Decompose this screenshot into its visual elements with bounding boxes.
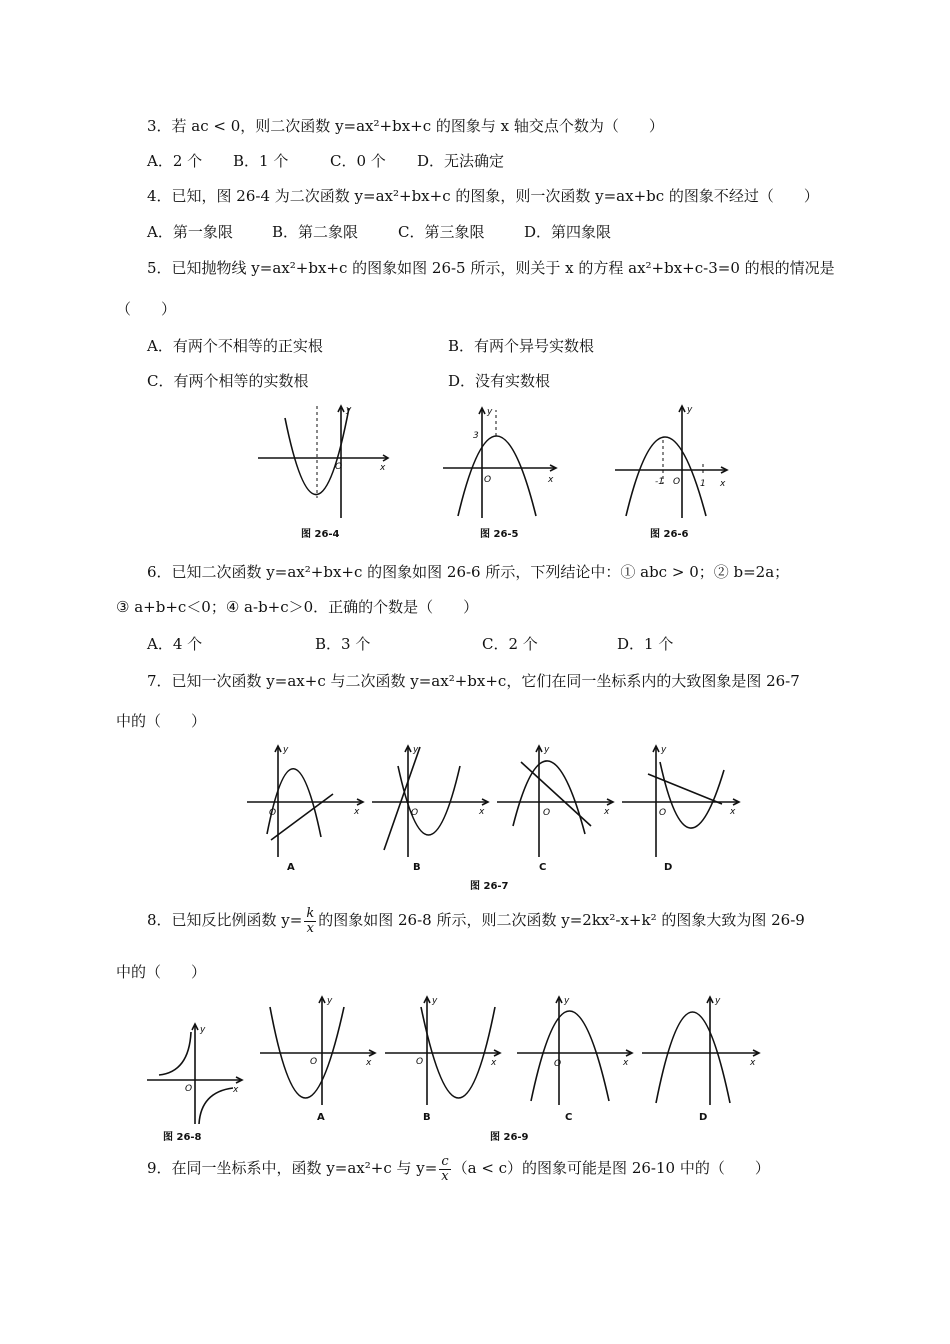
q6-option-a: A．4 个 bbox=[147, 635, 203, 653]
q9-stem-pre: 9．在同一坐标系中，函数 y=ax²+c 与 y= bbox=[147, 1159, 438, 1177]
x-axis-label: x bbox=[750, 1058, 756, 1068]
q8-stem bbox=[147, 900, 805, 940]
q4-option-d: D．第四象限 bbox=[524, 223, 612, 241]
x-axis-label: x bbox=[491, 1058, 497, 1068]
q8-fraction bbox=[304, 907, 316, 936]
origin-label: O bbox=[269, 808, 277, 818]
y-axis-label: y bbox=[200, 1025, 206, 1035]
origin-label: O bbox=[335, 462, 343, 472]
fig26-9-letter-c: C bbox=[565, 1112, 573, 1123]
caption-26-4: 图 26-4 bbox=[301, 529, 340, 540]
intercept-label-3: 3 bbox=[473, 431, 479, 441]
q3-stem: 3．若 ac < 0，则二次函数 y=ax²+bx+c 的图象与 x 轴交点个数为（ ） bbox=[147, 117, 664, 135]
caption-26-5: 图 26-5 bbox=[480, 529, 519, 540]
q8-stem-cont: 中的（ ） bbox=[116, 963, 207, 981]
q5-option-d: D．没有实数根 bbox=[448, 372, 551, 390]
figure-26-8 bbox=[145, 1020, 245, 1128]
y-axis-label: y bbox=[715, 996, 721, 1006]
tick-label-1: 1 bbox=[700, 479, 706, 489]
y-axis-label: y bbox=[327, 996, 333, 1006]
q3-option-d: D．无法确定 bbox=[417, 152, 505, 170]
q7-stem-cont: 中的（ ） bbox=[116, 712, 207, 730]
q6-option-d: D．1 个 bbox=[617, 635, 674, 653]
fig26-9-letter-d: D bbox=[699, 1112, 708, 1123]
figure-26-9-b bbox=[383, 993, 503, 1111]
figure-26-7-d bbox=[620, 742, 742, 870]
origin-label: O bbox=[484, 475, 492, 485]
q7-stem: 7．已知一次函数 y=ax+c 与二次函数 y=ax²+bx+c，它们在同一坐标系内的大致图象是图 26-7 bbox=[147, 672, 800, 690]
x-axis-label: x bbox=[380, 463, 386, 473]
figure-26-9-d bbox=[640, 993, 762, 1111]
caption-26-7: 图 26-7 bbox=[470, 881, 509, 892]
q5-option-a: A．有两个不相等的正实根 bbox=[147, 337, 323, 355]
tick-label-neg1: -1 bbox=[655, 477, 664, 487]
y-axis-label: y bbox=[432, 996, 438, 1006]
q6-stem: 6．已知二次函数 y=ax²+bx+c 的图象如图 26-6 所示，下列结论中：① abc > 0；② b=2a； bbox=[147, 563, 790, 581]
y-axis-label: y bbox=[564, 996, 570, 1006]
x-axis-label: x bbox=[604, 807, 610, 817]
y-axis-label: y bbox=[687, 405, 693, 415]
q5-option-b: B．有两个异号实数根 bbox=[448, 337, 595, 355]
origin-label: O bbox=[673, 477, 681, 487]
caption-26-6: 图 26-6 bbox=[650, 529, 689, 540]
x-axis-label: x bbox=[354, 807, 360, 817]
y-axis-label: y bbox=[487, 407, 493, 417]
fig26-7-letter-b: B bbox=[413, 862, 421, 873]
x-axis-label: x bbox=[366, 1058, 372, 1068]
q4-stem: 4．已知，图 26-4 为二次函数 y=ax²+bx+c 的图象，则一次函数 y=ax+bc 的图象不经过（ ） bbox=[147, 187, 819, 205]
origin-label: O bbox=[543, 808, 551, 818]
q5-stem-cont: （ ） bbox=[116, 300, 177, 318]
figure-26-9-a bbox=[258, 993, 378, 1111]
q4-option-b: B．第二象限 bbox=[272, 223, 359, 241]
fig26-9-letter-a: A bbox=[317, 1112, 325, 1123]
y-axis-label: y bbox=[413, 745, 419, 755]
x-axis-label: x bbox=[623, 1058, 629, 1068]
q8-frac-den: x bbox=[306, 920, 314, 936]
figure-26-5 bbox=[440, 398, 560, 520]
fig26-7-letter-d: D bbox=[664, 862, 673, 873]
caption-26-9: 图 26-9 bbox=[490, 1132, 529, 1143]
q4-option-c: C．第三象限 bbox=[398, 223, 485, 241]
q6-option-c: C．2 个 bbox=[482, 635, 538, 653]
q3-option-b: B．1 个 bbox=[233, 152, 289, 170]
y-axis-label: y bbox=[544, 745, 550, 755]
figure-26-4 bbox=[255, 398, 395, 520]
y-axis-label: y bbox=[283, 745, 289, 755]
caption-26-8: 图 26-8 bbox=[163, 1132, 202, 1143]
q8-stem-pre: 8．已知反比例函数 y= bbox=[147, 911, 303, 929]
y-axis-label: y bbox=[346, 405, 352, 415]
fig26-7-letter-c: C bbox=[539, 862, 547, 873]
origin-label: O bbox=[411, 808, 419, 818]
q9-frac-num: c bbox=[441, 1153, 449, 1169]
y-axis-label: y bbox=[661, 745, 667, 755]
q8-stem-post: 的图象如图 26-8 所示，则二次函数 y=2kx²-x+k² 的图象大致为图 26-9 bbox=[318, 911, 805, 929]
fig26-7-letter-a: A bbox=[287, 862, 295, 873]
fig26-9-letter-b: B bbox=[423, 1112, 431, 1123]
q6-option-b: B．3 个 bbox=[315, 635, 371, 653]
q6-stem-cont: ③ a+b+c＜0；④ a-b+c＞0．正确的个数是（ ） bbox=[116, 598, 479, 616]
figure-26-9-c bbox=[515, 993, 635, 1111]
q8-frac-num: k bbox=[306, 905, 315, 921]
x-axis-label: x bbox=[720, 479, 726, 489]
x-axis-label: x bbox=[233, 1085, 239, 1095]
q5-option-c: C．有两个相等的实数根 bbox=[147, 372, 309, 390]
x-axis-label: x bbox=[730, 807, 736, 817]
q9-stem-post: （a < c）的图象可能是图 26-10 中的（ ） bbox=[452, 1159, 770, 1177]
x-axis-label: x bbox=[548, 475, 554, 485]
origin-label: O bbox=[659, 808, 667, 818]
q3-option-a: A．2 个 bbox=[147, 152, 203, 170]
q3-option-c: C．0 个 bbox=[330, 152, 386, 170]
origin-label: O bbox=[416, 1057, 424, 1067]
q5-stem: 5．已知抛物线 y=ax²+bx+c 的图象如图 26-5 所示，则关于 x 的方程 ax²+bx+c-3=0 的根的情况是 bbox=[147, 259, 835, 277]
q4-option-a: A．第一象限 bbox=[147, 223, 233, 241]
x-axis-label: x bbox=[479, 807, 485, 817]
origin-label: O bbox=[554, 1059, 562, 1069]
q9-fraction bbox=[439, 1155, 450, 1184]
q9-frac-den: x bbox=[441, 1168, 449, 1184]
q9-stem bbox=[147, 1148, 770, 1188]
figure-26-7-b bbox=[370, 742, 490, 870]
figure-26-6 bbox=[612, 398, 732, 520]
origin-label: O bbox=[310, 1057, 318, 1067]
origin-label: O bbox=[185, 1084, 193, 1094]
figure-26-7-c bbox=[495, 742, 615, 870]
figure-26-7-a bbox=[245, 742, 365, 870]
